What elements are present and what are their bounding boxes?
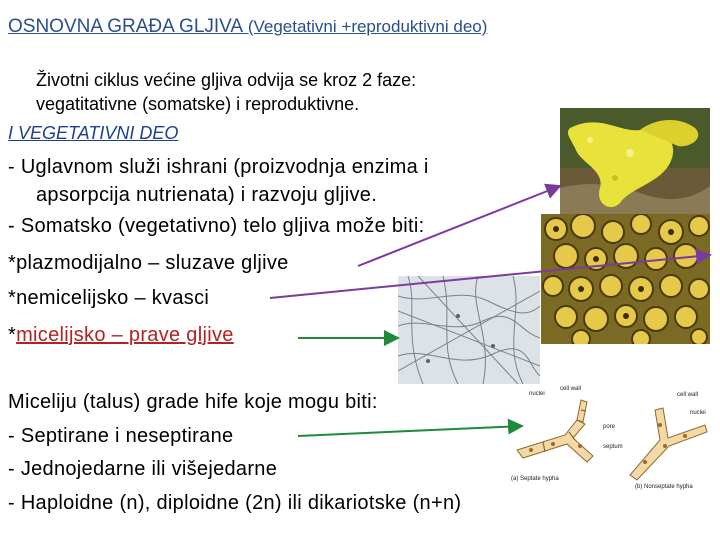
- intro-line-2: vegatitativne (somatske) i reproduktivne.: [36, 94, 360, 114]
- title-main: OSNOVNA GRAĐA GLJIVA: [8, 16, 244, 37]
- hyphae-line-2: - Septirane i neseptirane: [8, 425, 234, 447]
- veg-line-2: apsorpcija nutrienata) i razvoju gljive.: [36, 184, 378, 206]
- label-septum: septum: [603, 444, 623, 450]
- section-heading: I VEGETATIVNI DEO: [8, 123, 179, 143]
- arrow-hyphae: [298, 426, 522, 436]
- veg-line-6-prefix: *: [8, 324, 17, 346]
- label-pore: pore: [603, 424, 616, 430]
- intro-line-1: Životni ciklus većine gljiva odvija se kroz 2 faze:: [36, 70, 417, 90]
- veg-line-3: - Somatsko (vegetativno) telo gljiva može biti:: [8, 215, 425, 237]
- label-cell-wall-b: cell wall: [677, 392, 699, 398]
- label-nuclei-a: nuclei: [529, 391, 545, 397]
- arrow-slime-mold: [358, 186, 560, 266]
- hyphae-line-3: - Jednojedarne ili višejedarne: [8, 458, 278, 480]
- label-cell-wall-a: cell wall: [560, 386, 582, 392]
- hyphae-line-4: - Haploidne (n), diploidne (2n) ili dikariotske (n+n): [8, 492, 462, 514]
- caption-nonseptate: (b) Nonseptate hypha: [635, 484, 693, 490]
- title-sub: (Vegetativni +reproduktivni deo): [243, 17, 488, 36]
- veg-line-1: - Uglavnom služi ishrani (proizvodnja enzima i: [8, 156, 429, 178]
- caption-septate: (a) Septate hypha: [511, 476, 559, 482]
- label-nuclei-b: nuclei: [690, 410, 706, 416]
- veg-line-4: *plazmodijalno – sluzave gljive: [8, 252, 289, 274]
- hyphae-line-1: Miceliju (talus) grade hife koje mogu biti:: [8, 391, 378, 413]
- arrow-yeast: [270, 255, 710, 298]
- veg-line-5: *nemicelijsko – kvasci: [8, 287, 210, 309]
- veg-line-6-red: micelijsko – prave gljive: [16, 324, 234, 346]
